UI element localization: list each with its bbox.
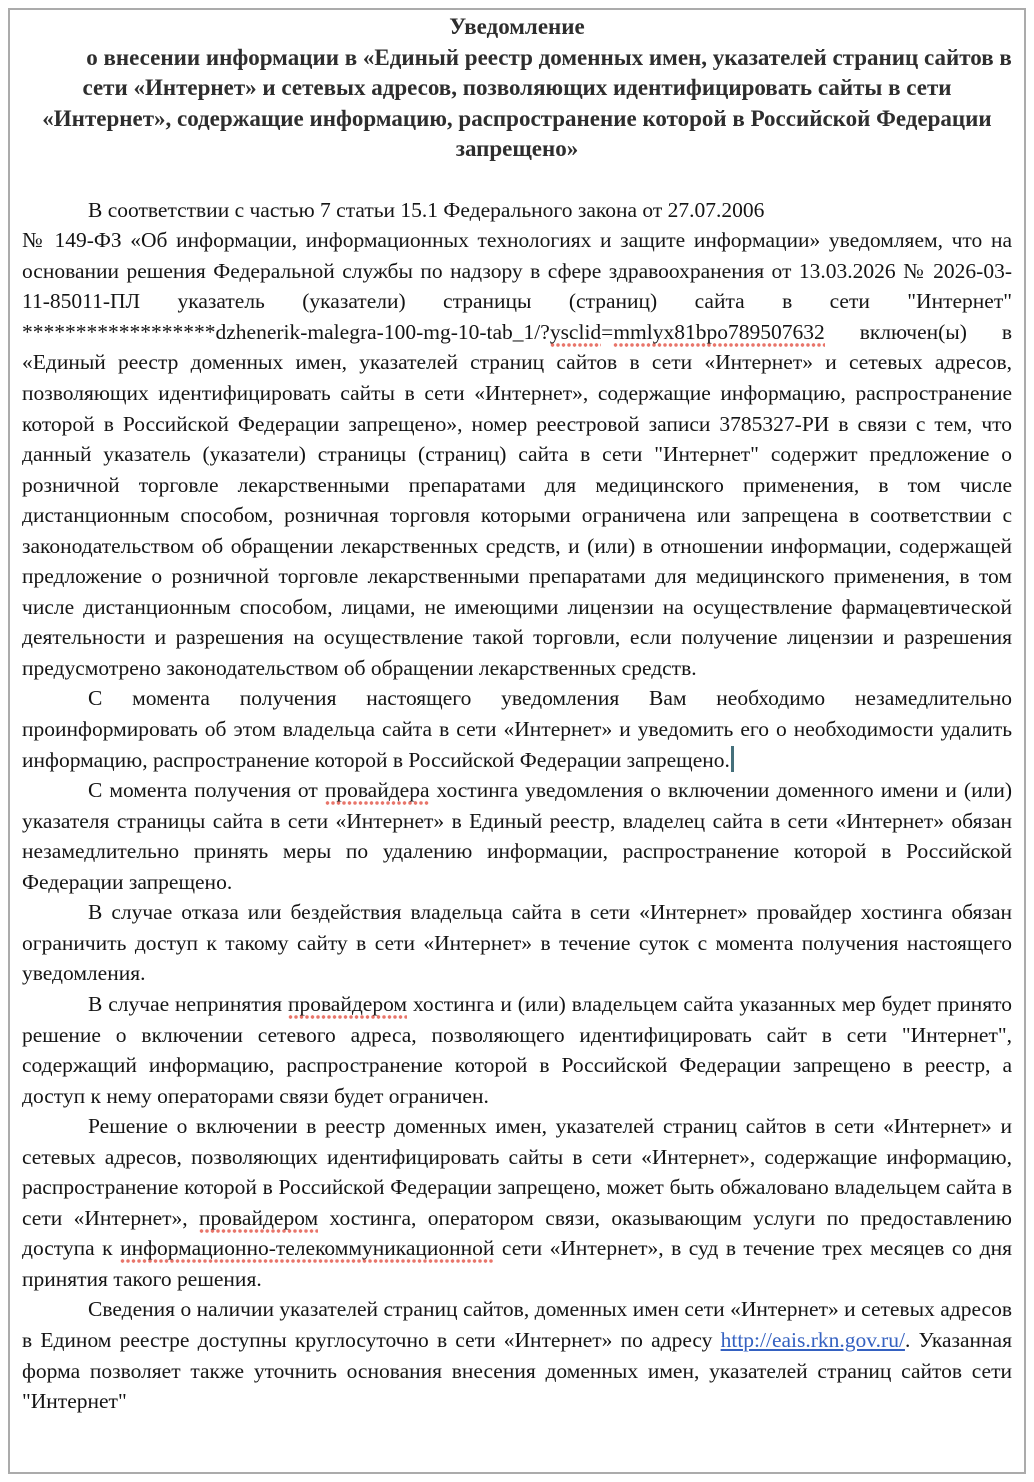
text-run: = [601,319,614,344]
text-run: С момента получения от [88,778,325,803]
paragraph-appeal [22,1111,1012,1294]
registry-link[interactable]: http://eais.rkn.gov.ru/ [720,1327,905,1352]
paragraph-network-address-inclusion [22,989,1012,1111]
title-heading: Уведомление [449,14,585,39]
text-run: хостинга и (или) владельцем сайта указанных мер будет принято решение о включении сетевого адреса, позволяющего идентифицировать сайт в сети "Интернет", содержащий информацию, распространение которой в Российской Федерации запрещено в реестр, а доступ к нему операторами связи будет ограничен. [22,991,1012,1108]
paragraph-owner-obligation [22,775,1012,897]
misspelled-word: mmlyx81bpo789507632 [613,320,824,347]
text-run: № 149-ФЗ «Об информации, информационных технологиях и защите информации» уведомляем, что на основании решения Федеральной службы по надзору в сфере здравоохранения от 13.03.2026 № 2026-03-11-85011-ПЛ указатель (указатели) страницы (страниц) сайта в сети "Интернет" ******************dzhenerik-malegra-100-mg-10-tab_1/? [22,228,1012,344]
text-cursor [731,746,734,772]
misspelled-word: провайдера [325,778,430,805]
document-title [22,12,1012,165]
misspelled-word: провайдером [199,1206,318,1233]
text-run: В соответствии с частью 7 статьи 15.1 Федерального закона от 27.07.2006 [88,197,765,222]
text-run: В случае непринятия [88,991,288,1016]
text-run: В случае отказа или бездействия владельца сайта в сети «Интернет» провайдер хостинга обязан ограничить доступ к такому сайту в сети «Интернет» в течение суток с момента получения настоящего уведомления. [22,900,1012,986]
paragraph-legal-basis [22,195,1012,684]
text-run: С момента получения настоящего уведомления Вам необходимо незамедлительно проинформировать об этом владельца сайта в сети «Интернет» и уведомить его о необходимости удалить информацию, распространение которой в Российской Федерации запрещено. [22,686,1012,772]
text-run: хостинга уведомления о включении доменного имени и (или) указателя страницы сайта в сети «Интернет» в Единый реестр, владелец сайта в сети «Интернет» обязан незамедлительно принять меры по удалению информации, распространение которой в Российской Федерации запрещено. [22,778,1012,894]
paragraph-registry-info [22,1294,1012,1416]
misspelled-word: информационно-телекоммуникационной [120,1236,494,1263]
paragraph-notify-owner [22,683,1012,775]
paragraph-hosting-restriction [22,897,1012,989]
text-run: включен(ы) в «Единый реестр доменных имен, указателей страниц сайтов в сети «Интернет» и сетевых адресов, позволяющих идентифицировать сайты в сети «Интернет», содержащие информацию, распространение которой в Российской Федерации запрещено», номер реестровой записи 3785327-РИ в связи с тем, что данный указатель (указатели) страницы (страниц) сайта в сети "Интернет" содержит предложение о розничной торговле лекарственными препаратами для медицинского применения, в том числе дистанционным способом, розничная торговля которыми ограничена или запрещена в соответствии с законодательством об обращении лекарственных средств, и (или) в отношении информации, содержащей предложение о розничной торговле лекарственными препаратами для медицинского применения, в том числе дистанционным способом, лицами, не имеющими лицензии на осуществление фармацевтической деятельности и разрешения на осуществление такой торговли, если получение лицензии и разрешения предусмотрено законодательством об обращении лекарственных средств. [22,319,1012,680]
title-subject: о внесении информации в «Единый реестр доменных имен, указателей страниц сайтов в сети «Интернет» и сетевых адресов, позволяющих идентифицировать сайты в сети «Интернет», содержащие информацию, распространение которой в Российской Федерации запрещено» [42,44,1012,162]
text-run: . Указанная форма позволяет также уточнить основания внесения доменных имен, указателей страниц сайтов сети "Интернет" [22,1327,1012,1414]
text-run: Сведения о наличии указателей страниц сайтов, доменных имен сети «Интернет» и сетевых адресов в Едином реестре доступны круглосуточно в сети «Интернет» по адресу [22,1297,1012,1352]
text-run: сети «Интернет», в суд в течение трех месяцев со дня принятия такого решения. [22,1236,1012,1291]
document-body [22,195,1012,1417]
text-run: хостинга, оператором связи, оказывающим услуги по предоставлению доступа к [22,1205,1012,1261]
page-content [22,12,1012,1468]
text-run: Решение о включении в реестр доменных имен, указателей страниц сайтов в сети «Интернет» и сетевых адресов, позволяющих идентифицировать сайты в сети «Интернет», содержащие информацию, распространение которой в Российской Федерации запрещено, может быть обжаловано владельцем сайта в сети «Интернет», [22,1114,1012,1230]
misspelled-word: провайдером [288,992,407,1019]
misspelled-word: ysclid [550,320,601,347]
